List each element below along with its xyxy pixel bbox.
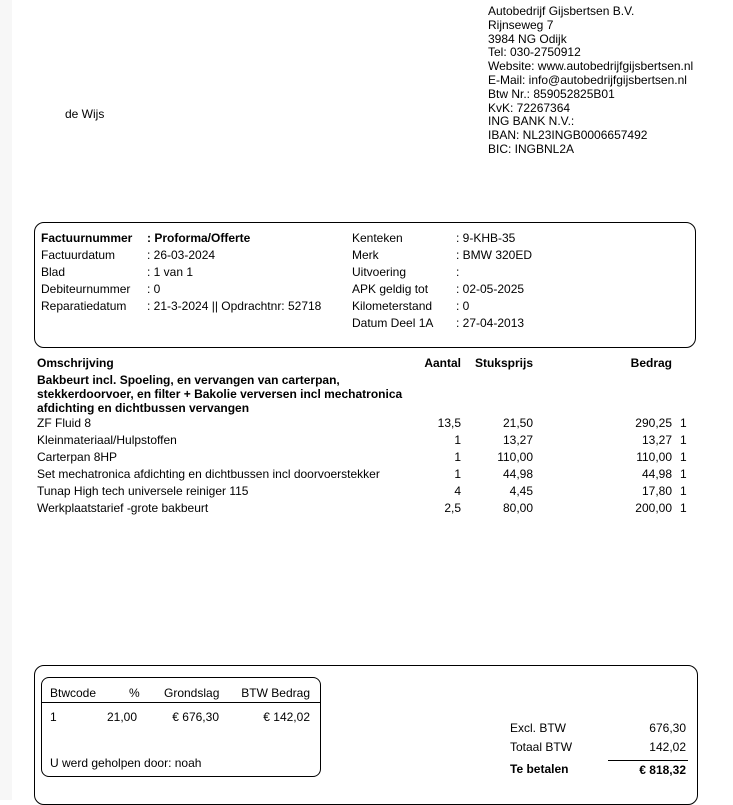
line-item (0, 467, 733, 484)
company-street: Rijnseweg 7 (488, 17, 554, 32)
amount-due-label: Te betalen (510, 762, 569, 776)
customer-name: de Wijs (65, 107, 105, 121)
line-amount: 290,25 (635, 416, 672, 430)
work-section-title: Bakbeurt incl. Spoeling, en vervangen van carterpan, stekkerdoorvoer, en filter + Bakolie verversen incl mechatronica afdichting en dichtbussen vervangen (37, 373, 403, 415)
line-description: Carterpan 8HP (37, 450, 118, 464)
vat-header-divider (42, 702, 320, 703)
apk-label: APK geldig tot (352, 282, 429, 296)
brand-value: : BMW 320ED (456, 248, 533, 262)
line-item (0, 484, 733, 501)
total-divider (608, 760, 688, 761)
plate-value: : 9-KHB-35 (456, 231, 516, 245)
line-amount: 110,00 (636, 450, 672, 464)
company-name: Autobedrijf Gijsbertsen B.V. (488, 4, 635, 18)
vat-header-code: Btwcode (50, 686, 97, 700)
invoice-date-label: Factuurdatum (41, 248, 116, 262)
col-header-qty: Aantal (424, 356, 461, 370)
vat-header-amount: BTW Bedrag (241, 686, 310, 700)
line-qty: 1 (454, 467, 461, 481)
line-price: 80,00 (502, 501, 533, 515)
helped-by-note: U werd geholpen door: noah (50, 756, 202, 770)
line-price: 110,00 (497, 450, 533, 464)
total-vat-value: 142,02 (649, 740, 686, 754)
line-description: ZF Fluid 8 (37, 416, 92, 430)
company-vat-number: Btw Nr.: 859052825B01 (488, 86, 615, 101)
debtor-number-value: : 0 (147, 282, 161, 296)
line-amount: 13,27 (641, 433, 672, 447)
page-label: Blad (41, 265, 66, 279)
plate-label: Kenteken (352, 231, 403, 245)
line-price: 44,98 (502, 467, 533, 481)
apk-value: : 02-05-2025 (456, 282, 525, 296)
company-bank: ING BANK N.V.: (488, 114, 575, 129)
line-price: 4,45 (509, 484, 533, 498)
company-email: E-Mail: info@autobedrijfgijsbertsen.nl (488, 72, 687, 87)
amount-due-value: € 818,32 (639, 763, 686, 777)
vat-header-percent: % (129, 686, 140, 700)
col-header-description: Omschrijving (37, 356, 114, 370)
excl-vat-value: 676,30 (649, 721, 686, 735)
vat-base: € 676,30 (172, 710, 219, 724)
line-item (0, 450, 733, 467)
line-vat-code: 1 (680, 484, 687, 498)
vat-header-base: Grondslag (164, 686, 220, 700)
company-iban: IBAN: NL23INGB0006657492 (488, 128, 648, 143)
line-amount: 44,98 (641, 467, 672, 481)
vat-amount: € 142,02 (263, 710, 310, 724)
vat-percent: 21,00 (106, 710, 137, 724)
mileage-label: Kilometerstand (352, 299, 433, 313)
line-amount: 200,00 (635, 501, 672, 515)
invoice-date-value: : 26-03-2024 (147, 248, 216, 262)
total-vat-label: Totaal BTW (510, 740, 573, 754)
line-qty: 4 (454, 484, 461, 498)
company-kvk: KvK: 72267364 (488, 100, 571, 115)
deel1a-value: : 27-04-2013 (456, 316, 525, 330)
line-description: Tunap High tech universele reiniger 115 (37, 484, 249, 498)
company-address-block (488, 5, 693, 157)
line-description: Werkplaatstarief -grote bakbeurt (37, 501, 209, 515)
line-qty: 13,5 (437, 416, 461, 430)
repair-date-label: Reparatiedatum (41, 299, 127, 313)
line-item (0, 416, 733, 433)
line-vat-code: 1 (680, 467, 687, 481)
line-description: Set mechatronica afdichting en dichtbussen incl doorvoerstekker (37, 467, 380, 481)
company-city: 3984 NG Odijk (488, 31, 567, 46)
deel1a-label: Datum Deel 1A (352, 316, 434, 330)
line-item (0, 501, 733, 518)
line-description: Kleinmateriaal/Hulpstoffen (37, 433, 177, 447)
line-amount: 17,80 (641, 484, 672, 498)
line-qty: 2,5 (444, 501, 461, 515)
invoice-info-box (34, 222, 696, 348)
invoice-number-value: : Proforma/Offerte (147, 231, 251, 245)
variant-label: Uitvoering (352, 265, 407, 279)
vat-summary-table (41, 677, 321, 777)
line-vat-code: 1 (680, 433, 687, 447)
col-header-price: Stuksprijs (474, 356, 533, 370)
line-price: 13,27 (502, 433, 533, 447)
company-phone: Tel: 030-2750912 (488, 45, 581, 60)
repair-date-value: : 21-3-2024 || Opdrachtnr: 52718 (147, 299, 322, 313)
vat-code: 1 (50, 710, 57, 724)
line-qty: 1 (454, 450, 461, 464)
mileage-value: : 0 (456, 299, 470, 313)
page-edge (0, 0, 12, 800)
page-value: : 1 van 1 (147, 265, 194, 279)
line-price: 21,50 (502, 416, 533, 430)
line-vat-code: 1 (680, 501, 687, 515)
line-vat-code: 1 (680, 416, 687, 430)
line-qty: 1 (454, 433, 461, 447)
company-bic: BIC: INGBNL2A (488, 141, 575, 156)
company-website: Website: www.autobedrijfgijsbertsen.nl (488, 59, 694, 74)
debtor-number-label: Debiteurnummer (41, 282, 131, 296)
line-vat-code: 1 (680, 450, 687, 464)
col-header-amount: Bedrag (630, 356, 672, 370)
brand-label: Merk (352, 248, 379, 262)
variant-value: : (456, 265, 460, 279)
line-item (0, 433, 733, 450)
invoice-number-label: Factuurnummer (41, 231, 133, 245)
excl-vat-label: Excl. BTW (510, 721, 566, 735)
